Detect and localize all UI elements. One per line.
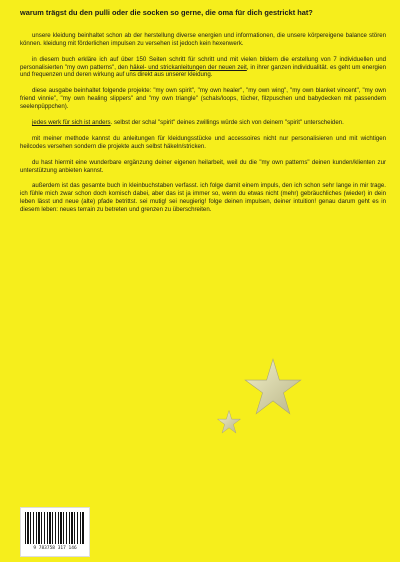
barcode-bars: [25, 512, 85, 544]
paragraph-4-end: . selbst der schal "spirit" deines zwillings würde sich von deinem "spirit" unterscheiden.: [110, 118, 344, 126]
paragraph-6: du hast hiermit eine wunderbare ergänzung deiner eigenen heilarbeit, weil du die "my own patterns" deinen kunden/klienten zur unterstützung anbieten kannst.: [20, 158, 386, 174]
barcode-digits: 9 783758 317 146: [33, 546, 77, 551]
large-star-icon: [244, 358, 302, 416]
paragraph-1: unsere kleidung beinhaltet schon ab der herstellung diverse energien und informationen, die unsere körpereigene balance stören können. kleidung mit förderlichen impulsen zu versehen ist jedoch kein hexenwerk.: [20, 32, 386, 47]
paragraph-7: außerdem ist das gesamte buch in kleinbuchstaben verfasst. ich folge damit einem impuls, den ich schon sehr lange in mir trage. ich fühle mich zwar schon doch komisch dabei, aber das ist ja immer so, wenn du etwas nicht (mehr) gebräuchliches (wieder) in dein leben lässt und neue (alte) pfade betrittst. sei mutig! sei neugierig! folge deinen impulsen, deiner intuition! genau darum geht es in diesem leben: neues terrain zu betreten und grenzen zu überschreiten.: [20, 182, 386, 213]
headline: warum trägst du den pulli oder die socken so gerne, die oma für dich gestrickt hat?: [20, 8, 313, 17]
paragraph-4: [20, 119, 386, 127]
underlined-phrase-patterns: häkel- und strickanleitungen der neuen zeit: [129, 63, 247, 71]
underlined-phrase-unique: jedes werk für sich ist anders: [32, 118, 111, 126]
paragraph-3: diese ausgabe beinhaltet folgende projekte: "my own spirit", "my own healer", "my own wing", "my own blanket vincent", "my own friend vinnie", "my own healing slippers" and "my own triangle" (schals/loops, tücher, filzpuschen und babydecken mit passendem seelenpüppchen).: [20, 87, 386, 110]
paragraph-2-end: , in ihrer ganzen individualität. es geht um energien und frequenzen und deren wirkung auf uns direkt aus unserer kleidung.: [20, 63, 386, 79]
body-text: [20, 32, 386, 222]
paragraph-5: mit meiner methode kannst du anleitungen für kleidungsstücke und accessoires nicht nur personalisieren und mit wichtigen heilcodes versehen sondern die projekte auch selbst häkeln/stricken.: [20, 134, 386, 150]
paragraph-2: [20, 56, 386, 79]
isbn-barcode: [20, 507, 90, 557]
small-star-icon: [217, 410, 241, 434]
paragraph-2-start: in diesem buch erkläre ich auf über 150 Seiten schritt für schritt und mit vielen bildern die erstellung von 7 individuellen und personalisierten "my own patterns", den: [20, 55, 386, 71]
